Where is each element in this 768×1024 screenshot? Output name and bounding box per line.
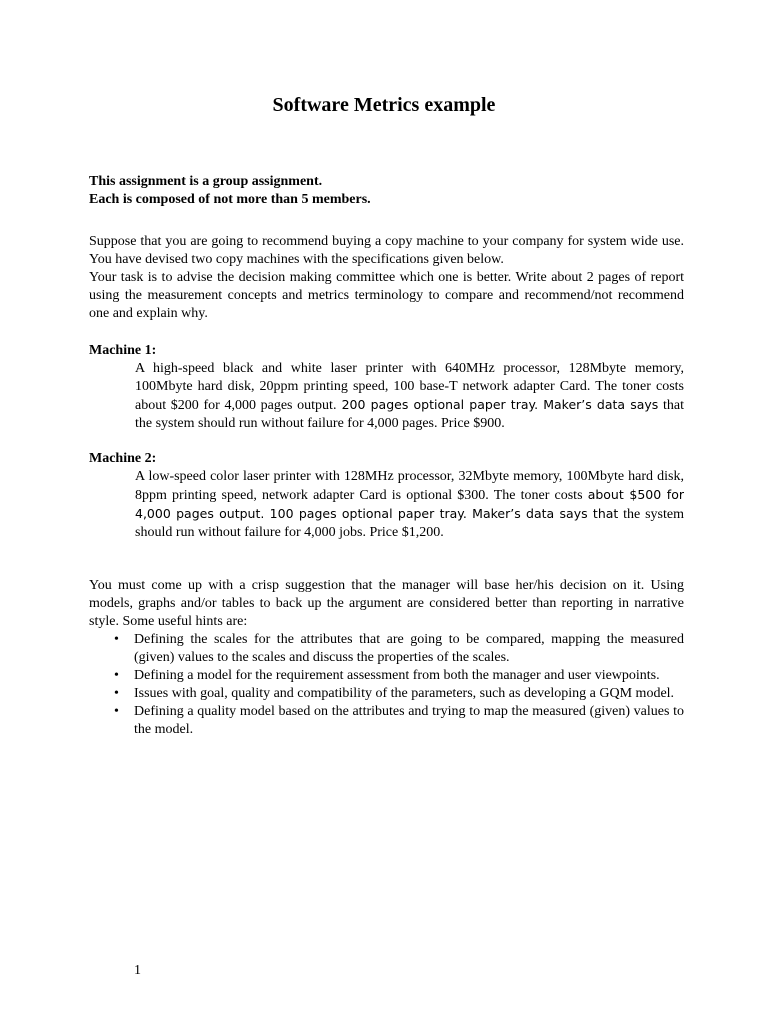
hint-text: Defining the scales for the attributes that are going to be compared, mapping the measured (given) values to the scales and discuss the properties of the scales. — [134, 632, 684, 665]
machine-1-section — [89, 342, 684, 433]
machine-1-description — [89, 360, 684, 433]
machine-2-text-c: the system should run without failure for 4,000 jobs. Price $1,200. — [135, 507, 684, 540]
hints-list — [89, 631, 684, 739]
bullet-icon: • — [114, 632, 119, 647]
hint-text: Defining a quality model based on the attributes and trying to map the measured (given) values to the model. — [134, 704, 684, 737]
page-number: 1 — [134, 963, 141, 978]
list-item — [89, 667, 684, 685]
intro-paragraph-1: Suppose that you are going to recommend buying a copy machine to your company for system wide use. You have devised two copy machines with the specifications given below. — [89, 234, 684, 267]
machine-1-heading: Machine 1: — [89, 343, 157, 358]
bullet-icon: • — [114, 686, 119, 701]
conclusion-section — [89, 577, 684, 739]
machine-2-heading: Machine 2: — [89, 451, 157, 466]
machine-2-description — [89, 468, 684, 542]
list-item — [89, 631, 684, 667]
bullet-icon: • — [114, 668, 119, 683]
hint-text: Defining a model for the requirement assessment from both the manager and user viewpoints. — [134, 668, 660, 683]
group-notice — [89, 173, 684, 209]
machine-2-text-b: about $500 for 4,000 pages output. 100 pages optional paper tray. Maker’s data says that — [135, 487, 684, 521]
bullet-icon: • — [114, 704, 119, 719]
machine-2-section — [89, 450, 684, 542]
page-title: Software Metrics example — [272, 94, 496, 116]
list-item — [89, 685, 684, 703]
conclusion-paragraph: You must come up with a crisp suggestion that the manager will base her/his decision on it. Using models, graphs and/or tables to back up the argument are considered better than reporting in narrative style. Some useful hints are: — [89, 578, 684, 629]
list-item — [89, 703, 684, 739]
machine-2-text-a: A low-speed color laser printer with 128MHz processor, 32Mbyte memory, 100Mbyte hard disk, 8ppm printing speed, network adapter Card is optional $300. The toner costs — [135, 469, 684, 503]
group-notice-line-1: This assignment is a group assignment. — [89, 174, 323, 189]
machine-1-text-a: A high-speed black and white laser printer with 640MHz processor, 128Mbyte memory, 100Mbyte hard disk, 20ppm printing speed, 100 base-T network adapter Card. The toner costs about $200 for 4,000 pages output. — [135, 361, 684, 413]
intro-section — [89, 233, 684, 323]
machine-1-text-c: that the system should run without failure for 4,000 pages. Price $900. — [135, 398, 684, 431]
machine-1-text-b: 200 pages optional paper tray. Maker’s data says — [336, 397, 659, 412]
hint-text: Issues with goal, quality and compatibility of the parameters, such as developing a GQM model. — [134, 686, 675, 701]
intro-paragraph-2: Your task is to advise the decision making committee which one is better. Write about 2 pages of report using the measurement concepts and metrics terminology to compare and recommend/not recommend one and explain why. — [89, 270, 684, 321]
group-notice-line-2: Each is composed of not more than 5 members. — [89, 192, 371, 207]
